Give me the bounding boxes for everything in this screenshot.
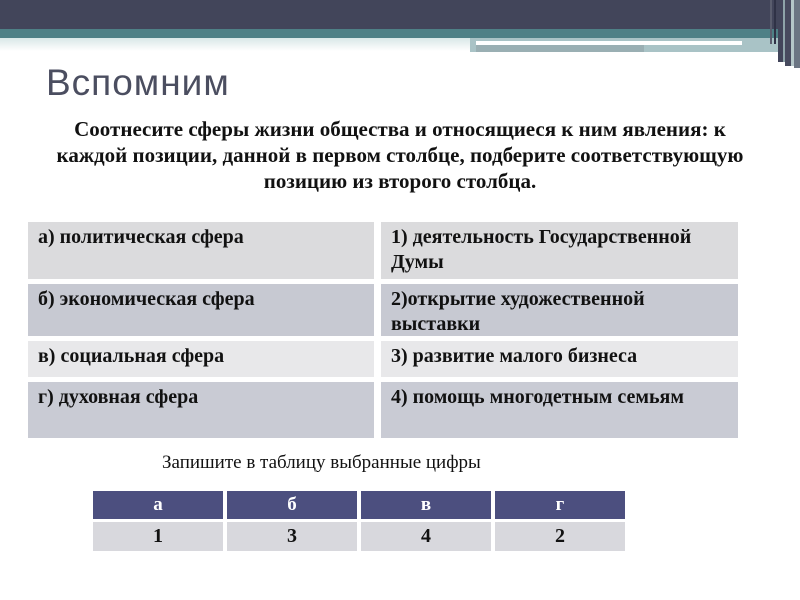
match-cell-right: 4) помощь многодетным семьям xyxy=(381,382,738,438)
answer-header-cell: г xyxy=(495,491,625,519)
match-cell-left: а) политическая сфера xyxy=(28,222,374,279)
answer-value-cell: 3 xyxy=(227,522,357,551)
match-table xyxy=(28,222,738,443)
match-cell-right: 3) развитие малого бизнеса xyxy=(381,341,738,377)
answer-value-cell: 1 xyxy=(93,522,223,551)
match-cell-right: 1) деятельность Государственной Думы xyxy=(381,222,738,279)
answer-header-cell: б xyxy=(227,491,357,519)
top-teal-stripe xyxy=(0,29,800,38)
match-cell-right: 2)открытие художественной выставки xyxy=(381,284,738,336)
match-cell-left: г) духовная сфера xyxy=(28,382,374,438)
slide-title: Вспомним xyxy=(46,62,230,103)
decor-stripe xyxy=(770,0,772,44)
answer-header-row xyxy=(93,491,625,519)
accent-muted-line xyxy=(476,45,644,52)
match-cell-left: в) социальная сфера xyxy=(28,341,374,377)
answer-table xyxy=(93,491,625,554)
answer-value-cell: 4 xyxy=(361,522,491,551)
table-row xyxy=(28,382,738,438)
answer-value-cell: 2 xyxy=(495,522,625,551)
instruction-text: Соотнесите сферы жизни общества и относящиеся к ним явления: к каждой позиции, данной в первом столбце, подберите соответствующую позицию из второго столбца. xyxy=(56,117,744,194)
answer-value-row xyxy=(93,522,625,551)
answer-caption: Запишите в таблицу выбранные цифры xyxy=(162,452,481,473)
decor-stripe xyxy=(774,0,776,44)
decor-stripe xyxy=(794,0,800,68)
table-row xyxy=(28,341,738,377)
answer-header-cell: а xyxy=(93,491,223,519)
top-dark-bar xyxy=(0,0,800,29)
table-row xyxy=(28,222,738,279)
answer-header-cell: в xyxy=(361,491,491,519)
match-cell-left: б) экономическая сфера xyxy=(28,284,374,336)
table-row xyxy=(28,284,738,336)
